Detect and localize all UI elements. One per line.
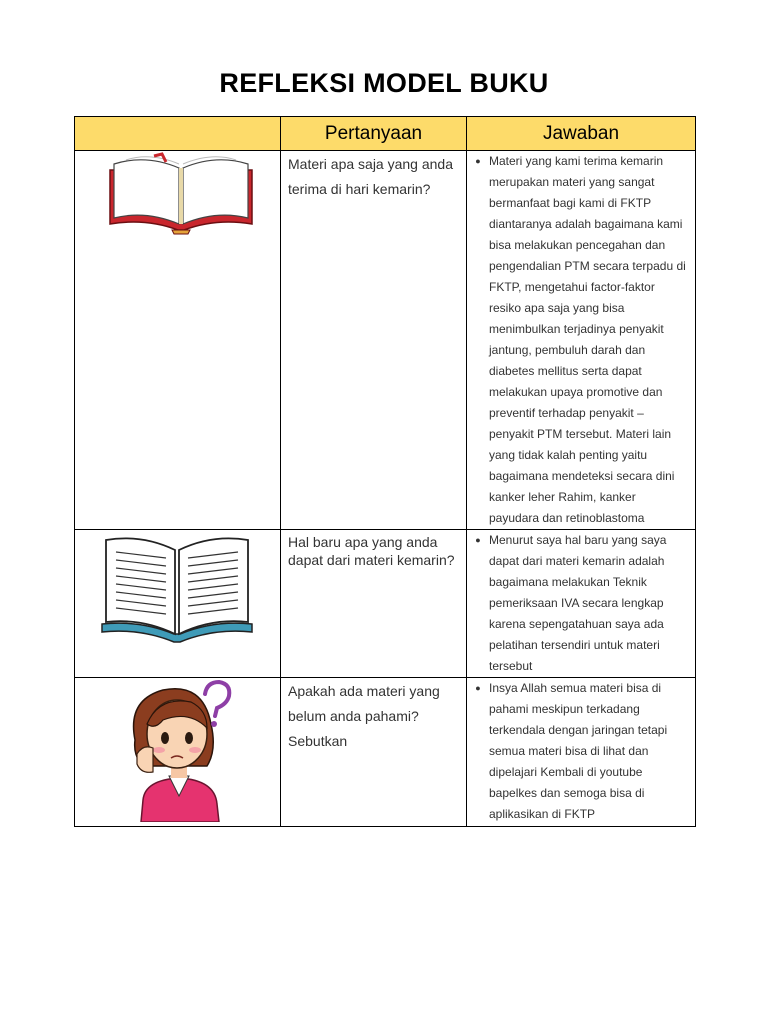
question-cell <box>281 530 467 678</box>
open-blue-book-icon <box>100 530 254 646</box>
question-cell <box>281 678 467 827</box>
question-text: Apakah ada materi yang belum anda pahami? Sebutkan <box>288 683 440 749</box>
answer-item <box>467 678 695 825</box>
question-cell <box>281 151 467 530</box>
image-cell <box>75 151 281 530</box>
table-row <box>75 530 696 678</box>
answer-cell <box>467 151 696 530</box>
question-text: Hal baru apa yang anda dapat dari materi kemarin? <box>288 534 455 568</box>
header-image-col <box>75 117 281 151</box>
answer-item <box>467 151 695 529</box>
answer-text: Insya Allah semua materi bisa di pahami meskipun terkadang terkendala dengan jaringan tetapi semua materi bisa di lihat dan dipelajari Kembali di youtube bapelkes dan semoga bisa di aplikasikan di FKTP <box>489 681 668 821</box>
reflection-table <box>74 116 696 827</box>
answer-text: Menurut saya hal baru yang saya dapat dari materi kemarin adalah bagaimana melakukan Teknik pemeriksaan IVA secara lengkap karena sepengatahuan saya ada pelatihan tersendiri untuk materi tersebut <box>489 533 667 673</box>
confused-woman-icon <box>119 680 245 822</box>
image-cell <box>75 530 281 678</box>
bullet-icon: ● <box>475 156 481 166</box>
answer-item <box>467 530 695 677</box>
answer-cell <box>467 678 696 827</box>
image-cell <box>75 678 281 827</box>
table-row <box>75 151 696 530</box>
header-answer: Jawaban <box>467 117 696 151</box>
page-title: REFLEKSI MODEL BUKU <box>219 68 549 98</box>
answer-text: Materi yang kami terima kemarin merupakan materi yang sangat bermanfaat bagi kami di FKTP diantaranya adalah bagaimana kami bisa melakukan pencegahan dan pengendalian PTM secara terpadu di FKTP, mengetahui factor-faktor resiko apa saja yang bisa menimbulkan terjadinya penyakit jantung, pembuluh darah dan diabetes mellitus serta dapat melakukan upaya promotive dan preventif terhadap penyakit – penyakit PTM tersebut. Materi lain yang tidak kalah penting yaitu bagaimana mendeteksi secara dini kanker leher Rahim, kanker payudara dan retinoblastoma <box>489 154 686 525</box>
table-row <box>75 678 696 827</box>
bullet-icon: ● <box>475 535 481 545</box>
bullet-icon: ● <box>475 683 481 693</box>
answer-cell <box>467 530 696 678</box>
header-question: Pertanyaan <box>281 117 467 151</box>
question-text: Materi apa saja yang anda terima di hari kemarin? <box>288 156 453 197</box>
open-red-book-icon <box>106 152 256 236</box>
table-header-row <box>75 117 696 151</box>
